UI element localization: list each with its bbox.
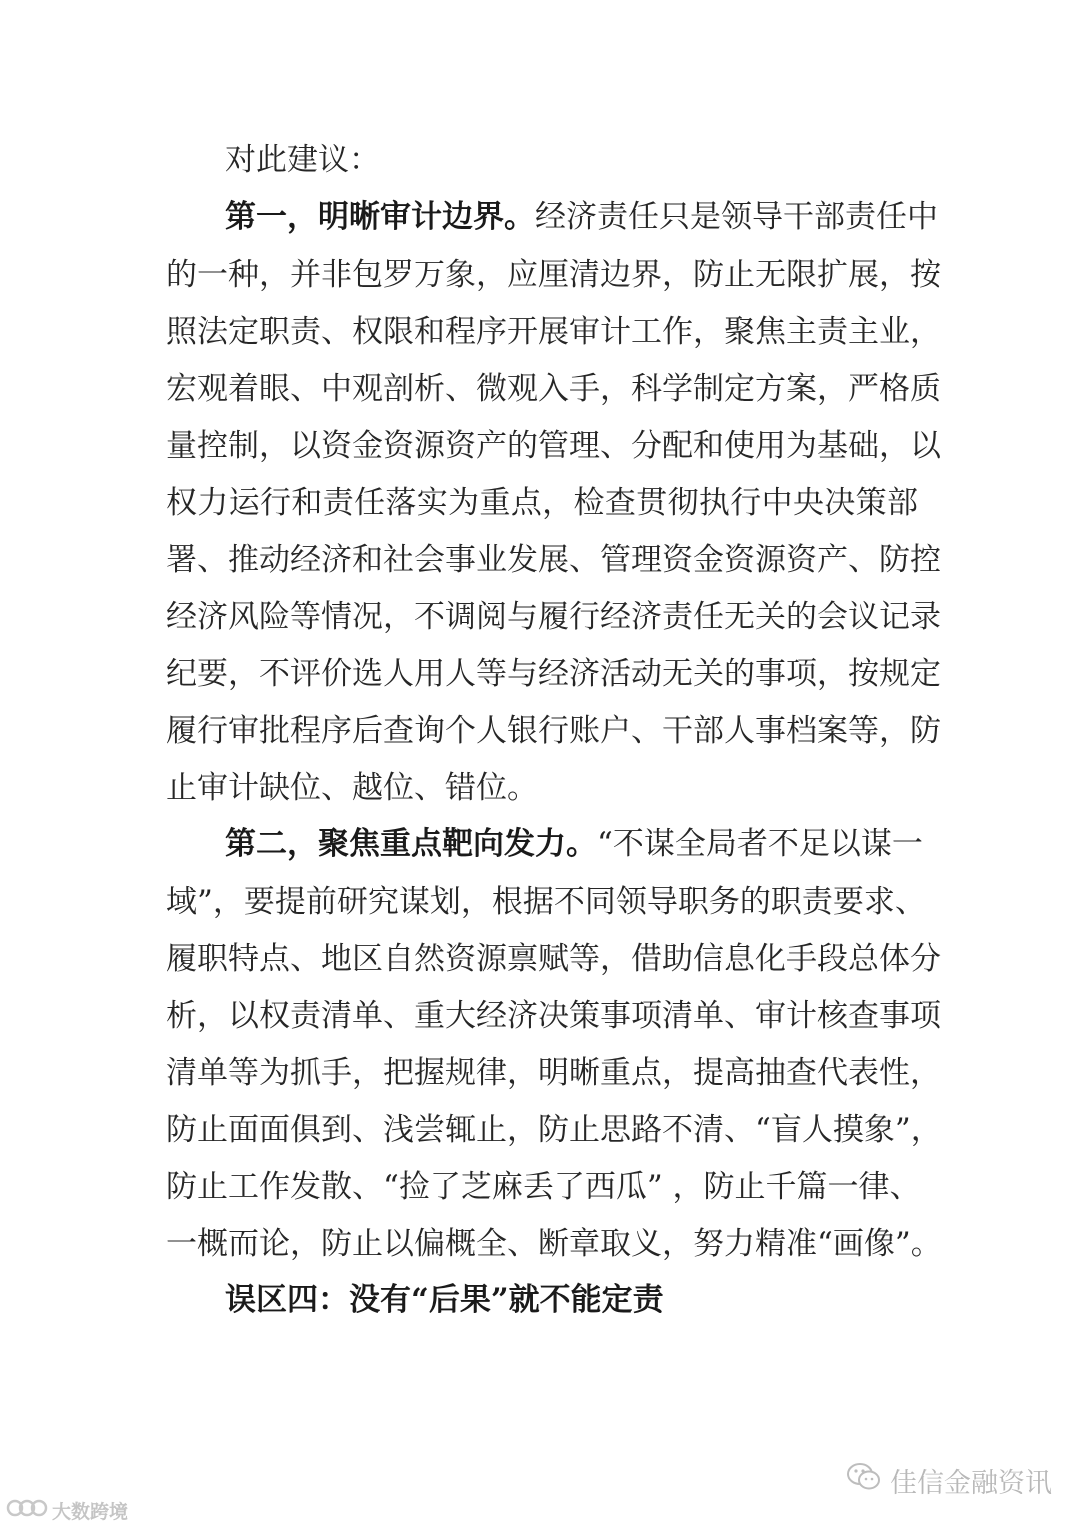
section1-line-8: 纪要，不评价选人用人等与经济活动无关的事项，按规定 — [166, 656, 941, 692]
wechat-icon — [846, 1462, 882, 1499]
watermark-right-text: 佳信金融资讯 — [890, 1467, 1052, 1499]
watermark-left — [6, 1497, 128, 1523]
section2-line-4: 清单等为抓手，把握规律，明晰重点，提高抽查代表性， — [166, 1055, 941, 1091]
section2-line-3: 析，以权责清单、重大经济决策事项清单、审计核查事项 — [166, 998, 941, 1034]
section1-line-7: 经济风险等情况，不调阅与履行经济责任无关的会议记录 — [166, 599, 941, 635]
section1-line-0 — [225, 197, 938, 237]
section2-line-7: 一概而论，防止以偏概全、断章取义，努力精准“画像”。 — [166, 1226, 942, 1262]
section1-line-6: 署、推动经济和社会事业发展、管理资金资源资产、防控 — [166, 542, 941, 578]
watermark-right — [846, 1462, 1052, 1498]
section-heading: 误区四：没有“后果”就不能定责 — [225, 1282, 664, 1318]
section1-line-10: 止审计缺位、越位、错位。 — [166, 770, 538, 806]
section2-lead: 第二，聚焦重点靶向发力。 — [225, 826, 597, 862]
watermark-left-text: 大数跨境 — [52, 1500, 129, 1523]
section2-line-1: 域”，要提前研究谋划，根据不同领导职务的职责要求、 — [166, 884, 926, 920]
section1-line-2: 照法定职责、权限和程序开展审计工作，聚焦主责主业， — [166, 314, 941, 350]
section2-line-6: 防止工作发散、“捡了芝麻丢了西瓜” ，防止千篇一律、 — [166, 1169, 921, 1205]
section1-line-text: 经济责任只是领导干部责任中 — [535, 199, 938, 235]
section2-line-0 — [225, 824, 923, 864]
section1-line-9: 履行审批程序后查询个人银行账户、干部人事档案等，防 — [166, 713, 941, 749]
section1-line-3: 宏观着眼、中观剖析、微观入手，科学制定方案，严格质 — [166, 371, 941, 407]
dashuju-logo-icon — [6, 1497, 48, 1524]
section2-line-2: 履职特点、地区自然资源禀赋等，借助信息化手段总体分 — [166, 941, 941, 977]
section1-line-5: 权力运行和责任落实为重点，检查贯彻执行中央决策部 — [166, 485, 918, 521]
section1-line-4: 量控制，以资金资源资产的管理、分配和使用为基础，以 — [166, 428, 941, 464]
section2-line-text: “不谋全局者不足以谋一 — [597, 826, 923, 862]
section1-lead: 第一，明晰审计边界。 — [225, 199, 535, 235]
section2-line-5: 防止面面俱到、浅尝辄止，防止思路不清、“盲人摸象”， — [166, 1112, 942, 1148]
section1-line-1: 的一种，并非包罗万象，应厘清边界，防止无限扩展，按 — [166, 257, 941, 293]
intro-text: 对此建议： — [225, 142, 380, 178]
